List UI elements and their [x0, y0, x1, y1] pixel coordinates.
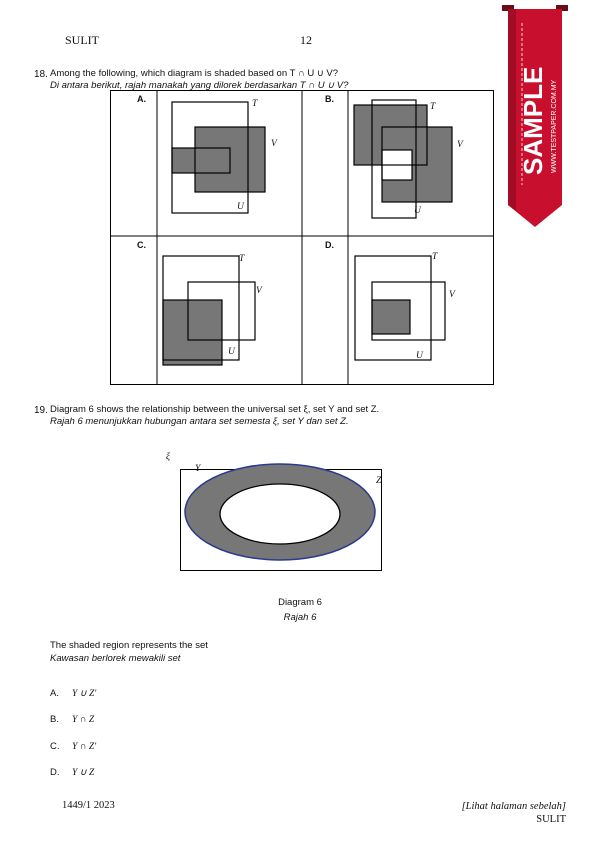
q19-prompt-my: Kawasan berlorek mewakili set: [50, 653, 181, 664]
option-b-label-v: V: [457, 140, 463, 150]
option-b-letter: B.: [325, 94, 334, 104]
option-c-label-v: V: [256, 286, 262, 296]
q18-text-my: Di antara berikut, rajah manakah yang dilorek berdasarkan T ∩ U ∪ V?: [50, 80, 349, 91]
answer-c-letter: C.: [50, 741, 60, 752]
venn-diagram-svg: [150, 450, 410, 575]
answer-b-text: Y ∩ Z: [72, 715, 95, 725]
option-c-label-u: U: [228, 347, 235, 357]
option-c-letter: C.: [137, 240, 146, 250]
venn-diagram-6: [150, 450, 410, 575]
q19-text-my: Rajah 6 menunjukkan hubungan antara set semesta ξ, set Y dan set Z.: [50, 416, 349, 427]
answer-d-text: Y ∪ Z: [72, 768, 95, 778]
option-c-label-t: T: [239, 254, 245, 264]
option-a-label-v: V: [271, 139, 277, 149]
option-b-diagram[interactable]: [354, 100, 452, 218]
venn-label-y: Y: [195, 464, 201, 474]
q19-number: 19.: [34, 405, 48, 416]
option-d-diagram[interactable]: [355, 256, 445, 360]
option-d-label-v: V: [449, 290, 455, 300]
venn-label-z: Z: [376, 476, 382, 486]
option-d-label-u: U: [416, 351, 423, 361]
page-number: 12: [300, 33, 312, 47]
answer-a-letter: A.: [50, 688, 59, 699]
option-d-label-t: T: [432, 252, 438, 262]
q18-options-svg: [110, 90, 494, 385]
diagram-caption-en: Diagram 6: [278, 597, 322, 608]
answer-d-letter: D.: [50, 767, 60, 778]
answer-option-c[interactable]: [50, 741, 96, 752]
ribbon-site: WWW.TESTPAPER.COM.MY: [551, 79, 558, 173]
option-d-letter: D.: [325, 240, 334, 250]
footer-next-page: [Lihat halaman sebelah]: [461, 801, 566, 812]
option-a-letter: A.: [137, 94, 146, 104]
ribbon-text-wrap: [502, 5, 568, 205]
diagram-caption-my: Rajah 6: [283, 612, 317, 623]
footer-sulit: SULIT: [536, 814, 566, 825]
answer-b-letter: B.: [50, 714, 59, 725]
footer-code: 1449/1 2023: [62, 800, 115, 811]
answer-option-d[interactable]: [50, 767, 94, 778]
q19-text-en: Diagram 6 shows the relationship between the universal set ξ, set Y and set Z.: [50, 404, 380, 415]
q18-options-grid: [110, 90, 494, 385]
option-b-label-t: T: [430, 102, 436, 112]
option-a-label-t: T: [252, 99, 258, 109]
ribbon-title: SAMPLE: [518, 66, 548, 175]
answer-option-b[interactable]: [50, 714, 94, 725]
q18-text-en: Among the following, which diagram is shaded based on T ∩ U ∪ V?: [50, 68, 339, 79]
option-a-label-u: U: [237, 202, 244, 212]
option-b-label-u: U: [414, 206, 421, 216]
answer-option-a[interactable]: [50, 688, 96, 699]
footer-right: [462, 800, 566, 826]
answer-c-text: Y ∩ Z′: [72, 742, 97, 752]
header-sulit: SULIT: [65, 33, 99, 47]
option-a-diagram[interactable]: [172, 102, 265, 213]
venn-label-universal: ξ: [166, 452, 171, 462]
q18-number: 18.: [34, 69, 48, 80]
answer-a-text: Y ∪ Z′: [72, 689, 97, 699]
option-c-diagram[interactable]: [163, 256, 255, 365]
ribbon-text-svg: [502, 5, 568, 205]
inner-ellipse: [220, 484, 340, 544]
q19-prompt-en: The shaded region represents the set: [50, 640, 208, 651]
